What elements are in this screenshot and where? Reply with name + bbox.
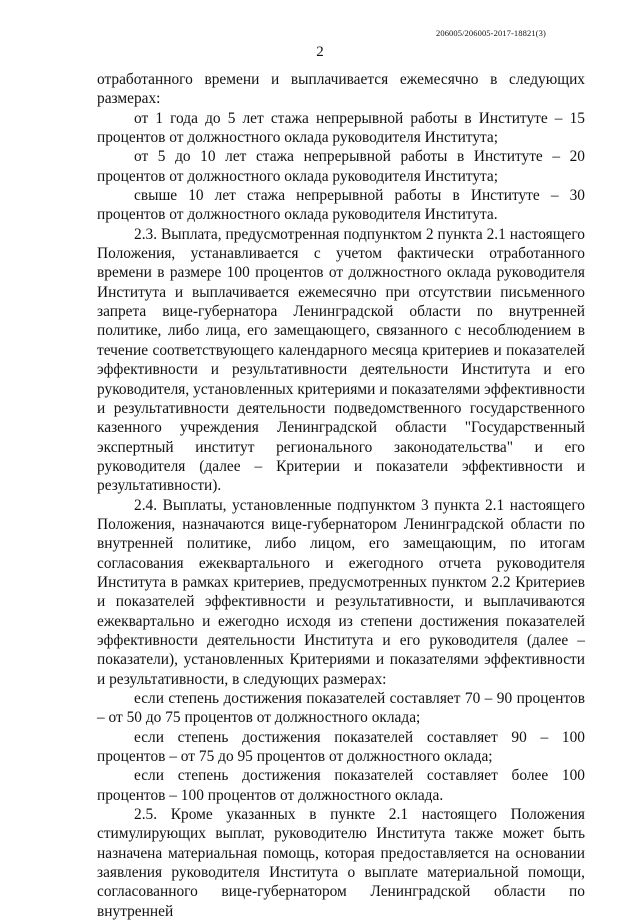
- paragraph-achievement-70-90: если степень достижения показателей составляет 70 – 90 процентов – от 50 до 75 процентов от должностного оклада;: [97, 690, 585, 727]
- paragraph-achievement-90-100: если степень достижения показателей составляет 90 – 100 процентов – от 75 до 95 процентов от должностного оклада;: [97, 728, 585, 766]
- paragraph-seniority-5-10: от 5 до 10 лет стажа непрерывной работы в Институте – 20 процентов от должностного оклада руководителя Института;: [97, 148, 585, 185]
- paragraph-2-5: 2.5. Кроме указанных в пункте 2.1 настоящего Положения стимулирующих выплат, руководителю Института также может быть назначена материальная помощь, которая предоставляется на основании заявления руководителя Института о выплате материальной помощи, согласованного вице-губернатором Ленинградской области по внутренней: [97, 806, 585, 920]
- paragraph-2-3: 2.3. Выплата, предусмотренная подпунктом 2 пункта 2.1 настоящего Положения, устанавливается с учетом фактически отработанного времени в размере 100 процентов от должностного оклада руководителя Института и выплачивается ежемесячно при отсутствии письменного запрета вице-губернатора Ленинградской области по внутренней политике, либо лица, его замещающего, связанного с несоблюдением в течение соответствующего календарного месяца критериев и показателей эффективности и результативности деятельности Института и его руководителя, установленных критериями и показателями эффективности и результативности деятельности подведомственного государственного казенного учреждения Ленинградской области "Государственный экспертный институт регионального законодательства" и его руководителя (далее – Критерии и показатели эффективности и результативности).: [97, 225, 585, 495]
- paragraph-achievement-over-100: если степень достижения показателей составляет более 100 процентов – 100 процентов от должностного оклада.: [97, 767, 585, 804]
- page-number: 2: [316, 44, 324, 60]
- paragraph-2-4: 2.4. Выплаты, установленные подпунктом 3 пункта 2.1 настоящего Положения, назначаются вице-губернатором Ленинградской области по внутренней политике, либо лицом, его замещающим, по итогам согласования ежеквартального и ежегодного отчета руководителя Института в рамках критериев, предусмотренных пунктом 2.2 Критериев и показателей эффективности и результативности, и выплачиваются ежеквартально и ежегодно исходя из степени достижения показателей эффективности деятельности Института и его руководителя (далее – показатели), установленных Критериями и показателями эффективности и результативности, в следующих размерах:: [97, 496, 585, 688]
- paragraph-continuation: отработанного времени и выплачивается ежемесячно в следующих размерах:: [97, 71, 585, 108]
- document-id: 206005/206005-2017-18821(3): [436, 28, 546, 38]
- paragraph-seniority-over-10: свыше 10 лет стажа непрерывной работы в Институте – 30 процентов от должностного оклада руководителя Института.: [97, 187, 585, 224]
- paragraph-seniority-1-5: от 1 года до 5 лет стажа непрерывной работы в Институте – 15 процентов от должностного оклада руководителя Института;: [97, 109, 585, 147]
- document-body: [97, 70, 585, 921]
